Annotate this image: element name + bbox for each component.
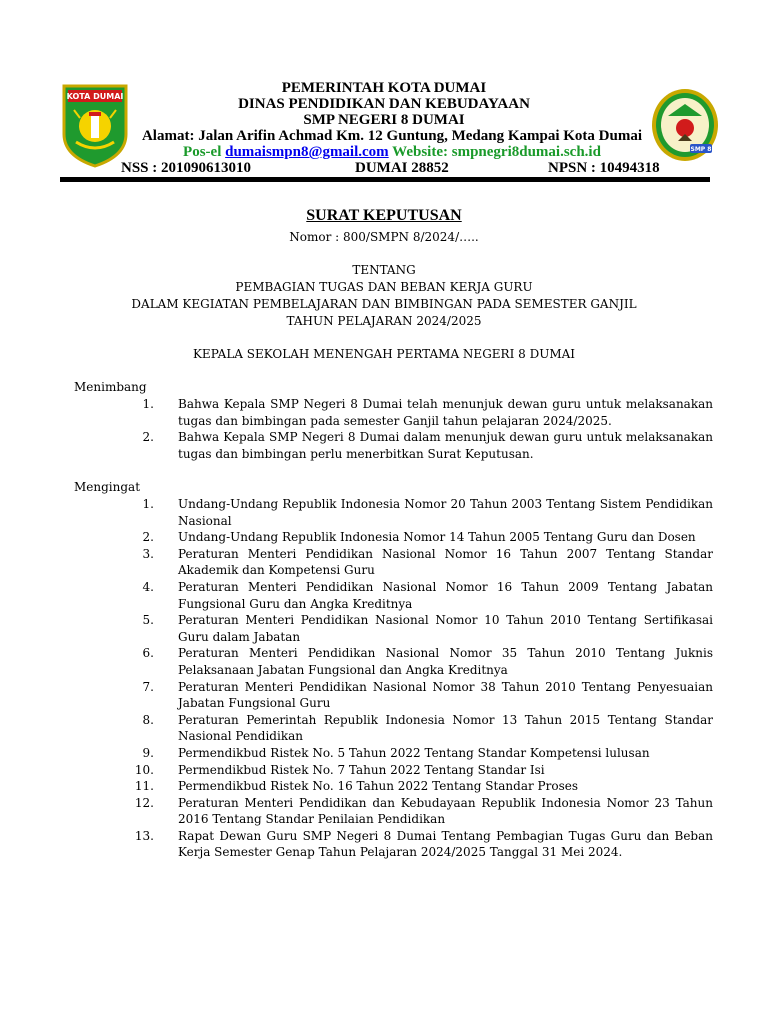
item-number: 12.: [134, 795, 154, 810]
letterhead-government: PEMERINTAH KOTA DUMAI: [281, 80, 487, 96]
letterhead-school: SMP NEGERI 8 DUMAI: [303, 112, 465, 128]
item-number: 4.: [142, 579, 154, 594]
item-number: 10.: [134, 762, 154, 777]
list-item: [0, 612, 768, 645]
list-item: [0, 429, 768, 462]
list-item: [0, 645, 768, 678]
kota-dumai-logo-text: KOTA DUMAI: [66, 92, 124, 101]
item-text: Permendikbud Ristek No. 16 Tahun 2022 Tentang Standar Proses: [178, 779, 578, 794]
item-number: 3.: [142, 546, 154, 561]
list-item: [0, 795, 768, 828]
menimbang-label: Menimbang: [74, 380, 147, 394]
item-number: 6.: [142, 646, 154, 661]
list-item: [0, 546, 768, 579]
smp8-logo-text: SMP 8: [690, 146, 712, 153]
list-item: [0, 579, 768, 612]
item-number: 2.: [142, 530, 154, 545]
website-text: Website: smpnegri8dumai.sch.id: [388, 144, 601, 160]
item-text: Peraturan Menteri Pendidikan Nasional Nomor 10 Tahun 2010 Tentang Sertifikasai Guru dalam Jabatan: [178, 613, 713, 644]
subject-line-3: TAHUN PELAJARAN 2024/2025: [286, 314, 482, 328]
item-text: Permendikbud Ristek No. 7 Tahun 2022 Tentang Standar Isi: [178, 762, 545, 777]
posel-label: Pos-el: [183, 144, 226, 160]
item-number: 7.: [142, 679, 154, 694]
list-item: [0, 745, 768, 762]
item-text: Peraturan Menteri Pendidikan Nasional Nomor 16 Tahun 2009 Tentang Jabatan Fungsional Guru dan Angka Kreditnya: [178, 579, 713, 611]
letterhead-agency: DINAS PENDIDIKAN DAN KEBUDAYAAN: [238, 96, 530, 112]
item-number: 1.: [142, 497, 154, 511]
item-number: 9.: [142, 745, 154, 760]
item-text: Permendikbud Ristek No. 5 Tahun 2022 Tentang Standar Kompetensi lulusan: [178, 745, 650, 760]
item-text: Peraturan Menteri Pendidikan Nasional Nomor 16 Tahun 2007 Tentang Standar Akademik dan Kompetensi Guru: [178, 546, 713, 578]
tentang-heading: TENTANG: [352, 263, 416, 277]
mengingat-label: Mengingat: [74, 480, 141, 494]
nss-number: NSS : 201090613010: [121, 160, 252, 176]
item-text: Bahwa Kepala SMP Negeri 8 Dumai telah menunjuk dewan guru untuk melaksanakan tugas dan bimbingan pada semester Ganjil tahun pelajaran 2024/2025.: [178, 397, 713, 428]
document-number: Nomor : 800/SMPN 8/2024/…..: [289, 230, 479, 244]
subject-line-1: PEMBAGIAN TUGAS DAN BEBAN KERJA GURU: [235, 280, 533, 294]
item-text: Peraturan Menteri Pendidikan Nasional Nomor 38 Tahun 2010 Tentang Penyesuaian Jabatan Fungsional Guru: [178, 679, 713, 711]
letterhead-divider: [60, 177, 710, 182]
item-text: Undang-Undang Republik Indonesia Nomor 14 Tahun 2005 Tentang Guru dan Dosen: [178, 530, 696, 545]
item-number: 8.: [142, 712, 154, 727]
item-text: Bahwa Kepala SMP Negeri 8 Dumai dalam menunjuk dewan guru untuk melaksanakan tugas dan bimbingan perlu menerbitkan Surat Keputusan.: [178, 430, 713, 461]
item-text: Rapat Dewan Guru SMP Negeri 8 Dumai Tentang Pembagian Tugas Guru dan Beban Kerja Semester Genap Tahun Pelajaran 2024/2025 Tanggal 31 Mei 2024.: [178, 828, 713, 860]
item-text: Peraturan Pemerintah Republik Indonesia Nomor 13 Tahun 2015 Tentang Standar Nasional Pendidikan: [178, 712, 713, 744]
menimbang-list: [0, 396, 768, 462]
list-item: [0, 396, 768, 429]
item-number: 2.: [142, 430, 154, 445]
letterhead-address: Alamat: Jalan Arifin Achmad Km. 12 Guntung, Medang Kampai Kota Dumai: [141, 128, 643, 144]
list-item: [0, 496, 768, 529]
letterhead-contact: [8, 144, 768, 161]
list-item: [0, 712, 768, 745]
city-postcode: DUMAI 28852: [355, 160, 449, 176]
issuer-line: KEPALA SEKOLAH MENENGAH PERTAMA NEGERI 8 DUMAI: [192, 347, 576, 361]
subject-line-2: DALAM KEGIATAN PEMBELAJARAN DAN BIMBINGAN PADA SEMESTER GANJIL: [131, 297, 637, 311]
document-title: SURAT KEPUTUSAN: [306, 207, 462, 224]
list-item: [0, 828, 768, 861]
list-item: [0, 529, 768, 546]
item-number: 11.: [134, 779, 154, 794]
email-link[interactable]: dumaismpn8@gmail.com: [225, 144, 389, 160]
list-item: [0, 778, 768, 795]
mengingat-list: [0, 496, 768, 861]
item-number: 1.: [142, 397, 154, 411]
item-text: Undang-Undang Republik Indonesia Nomor 20 Tahun 2003 Tentang Sistem Pendidikan Nasional: [178, 497, 713, 528]
item-number: 5.: [142, 613, 154, 628]
list-item: [0, 762, 768, 779]
list-item: [0, 679, 768, 712]
npsn-number: NPSN : 10494318: [548, 160, 660, 176]
item-text: Peraturan Menteri Pendidikan Nasional Nomor 35 Tahun 2010 Tentang Juknis Pelaksanaan Jabatan Fungsional dan Angka Kreditnya: [178, 646, 713, 677]
letterhead-ids: [0, 160, 768, 176]
item-text: Peraturan Menteri Pendidikan dan Kebudayaan Republik Indonesia Nomor 23 Tahun 2016 Tentang Standar Penilaian Pendidikan: [178, 795, 713, 827]
item-number: 13.: [134, 828, 154, 843]
